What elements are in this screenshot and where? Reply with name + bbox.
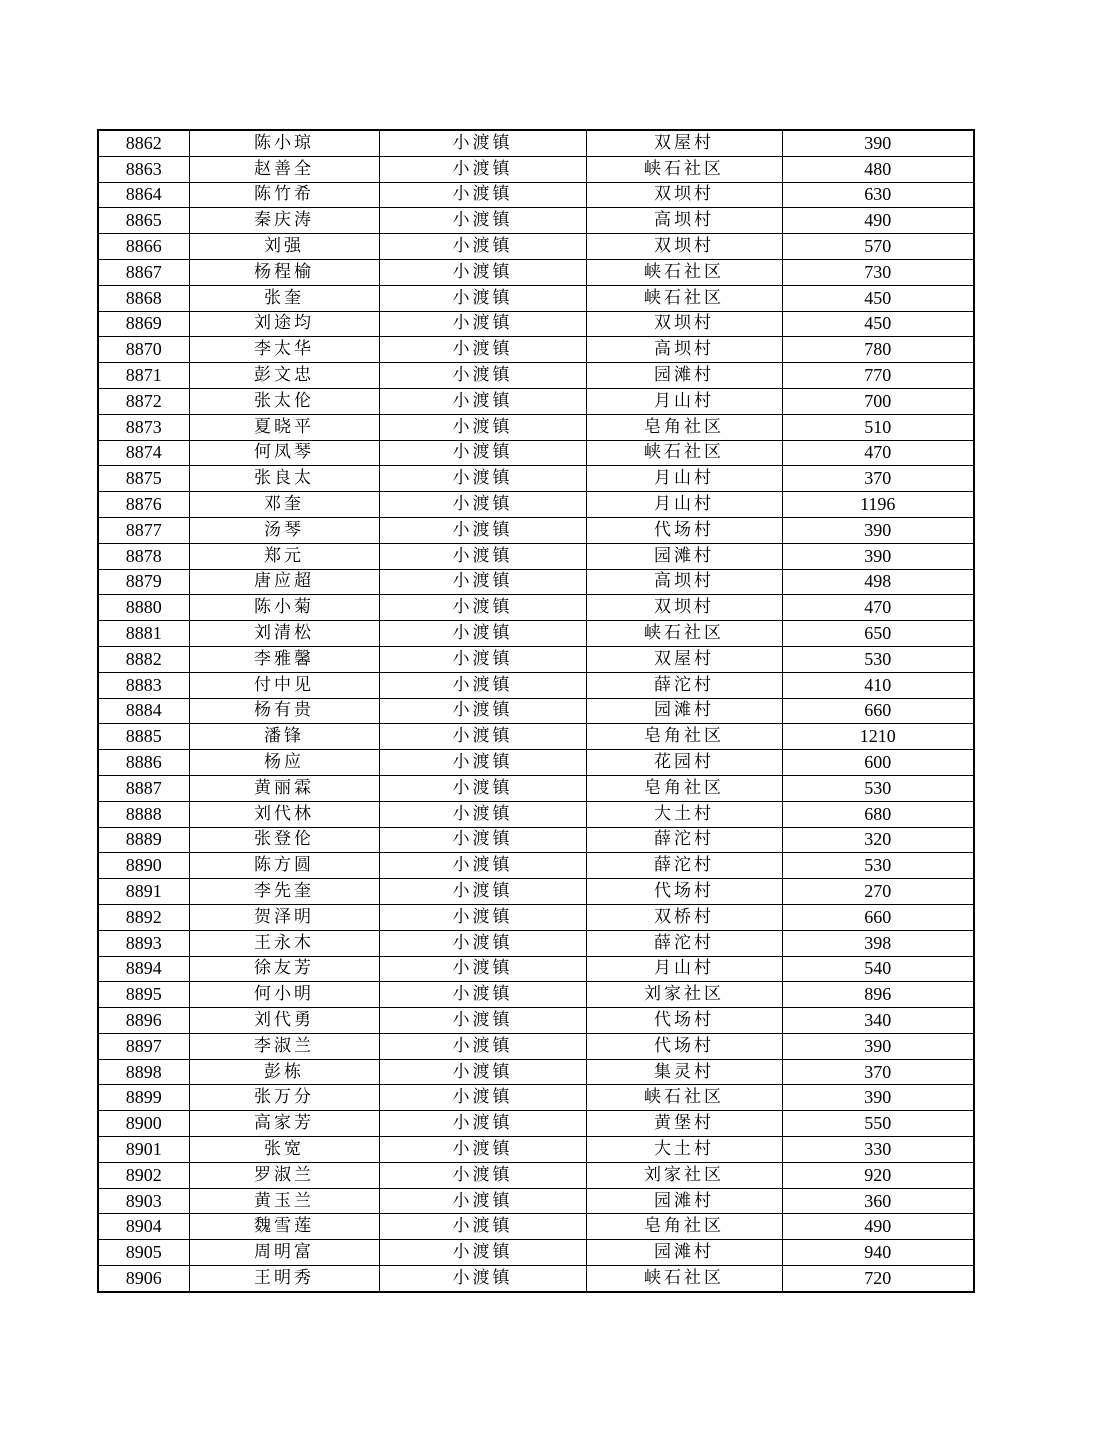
village-cell: 峡石社区 xyxy=(586,285,782,311)
town-cell: 小渡镇 xyxy=(379,827,586,853)
town-cell: 小渡镇 xyxy=(379,956,586,982)
id-cell: 8895 xyxy=(98,982,189,1008)
village-cell: 峡石社区 xyxy=(586,1266,782,1292)
town-cell: 小渡镇 xyxy=(379,904,586,930)
id-cell: 8883 xyxy=(98,672,189,698)
village-cell: 双屋村 xyxy=(586,130,782,156)
id-cell: 8884 xyxy=(98,698,189,724)
village-cell: 大土村 xyxy=(586,1137,782,1163)
name-cell: 李淑兰 xyxy=(189,1033,379,1059)
village-cell: 高坝村 xyxy=(586,569,782,595)
table-row xyxy=(98,208,974,234)
id-cell: 8892 xyxy=(98,904,189,930)
id-cell: 8880 xyxy=(98,595,189,621)
id-cell: 8896 xyxy=(98,1008,189,1034)
name-cell: 张登伦 xyxy=(189,827,379,853)
village-cell: 园滩村 xyxy=(586,1188,782,1214)
town-cell: 小渡镇 xyxy=(379,750,586,776)
name-cell: 刘代勇 xyxy=(189,1008,379,1034)
village-cell: 薛沱村 xyxy=(586,853,782,879)
town-cell: 小渡镇 xyxy=(379,801,586,827)
town-cell: 小渡镇 xyxy=(379,646,586,672)
amount-cell: 450 xyxy=(782,285,974,311)
name-cell: 刘途均 xyxy=(189,311,379,337)
amount-cell: 940 xyxy=(782,1240,974,1266)
town-cell: 小渡镇 xyxy=(379,879,586,905)
village-cell: 刘家社区 xyxy=(586,1162,782,1188)
village-cell: 高坝村 xyxy=(586,337,782,363)
town-cell: 小渡镇 xyxy=(379,182,586,208)
village-cell: 双桥村 xyxy=(586,904,782,930)
table-row xyxy=(98,879,974,905)
name-cell: 彭文忠 xyxy=(189,363,379,389)
table-row xyxy=(98,285,974,311)
name-cell: 杨程榆 xyxy=(189,259,379,285)
town-cell: 小渡镇 xyxy=(379,698,586,724)
town-cell: 小渡镇 xyxy=(379,595,586,621)
amount-cell: 600 xyxy=(782,750,974,776)
table-row xyxy=(98,595,974,621)
village-cell: 薛沱村 xyxy=(586,827,782,853)
amount-cell: 540 xyxy=(782,956,974,982)
id-cell: 8886 xyxy=(98,750,189,776)
village-cell: 代场村 xyxy=(586,879,782,905)
table-row xyxy=(98,724,974,750)
town-cell: 小渡镇 xyxy=(379,621,586,647)
village-cell: 代场村 xyxy=(586,1033,782,1059)
amount-cell: 660 xyxy=(782,698,974,724)
amount-cell: 390 xyxy=(782,1085,974,1111)
amount-cell: 390 xyxy=(782,130,974,156)
table-row xyxy=(98,363,974,389)
name-cell: 唐应超 xyxy=(189,569,379,595)
village-cell: 薛沱村 xyxy=(586,930,782,956)
id-cell: 8875 xyxy=(98,466,189,492)
table-row xyxy=(98,414,974,440)
village-cell: 双坝村 xyxy=(586,234,782,260)
id-cell: 8877 xyxy=(98,517,189,543)
amount-cell: 530 xyxy=(782,646,974,672)
table-row xyxy=(98,1188,974,1214)
id-cell: 8901 xyxy=(98,1137,189,1163)
id-cell: 8876 xyxy=(98,492,189,518)
id-cell: 8897 xyxy=(98,1033,189,1059)
table-row xyxy=(98,1111,974,1137)
town-cell: 小渡镇 xyxy=(379,1085,586,1111)
table-row xyxy=(98,750,974,776)
id-cell: 8871 xyxy=(98,363,189,389)
village-cell: 皂角社区 xyxy=(586,1214,782,1240)
table-row xyxy=(98,1033,974,1059)
name-cell: 杨有贵 xyxy=(189,698,379,724)
village-cell: 园滩村 xyxy=(586,1240,782,1266)
id-cell: 8893 xyxy=(98,930,189,956)
name-cell: 张宽 xyxy=(189,1137,379,1163)
amount-cell: 780 xyxy=(782,337,974,363)
town-cell: 小渡镇 xyxy=(379,672,586,698)
name-cell: 张太伦 xyxy=(189,388,379,414)
amount-cell: 550 xyxy=(782,1111,974,1137)
town-cell: 小渡镇 xyxy=(379,337,586,363)
id-cell: 8904 xyxy=(98,1214,189,1240)
id-cell: 8891 xyxy=(98,879,189,905)
amount-cell: 1210 xyxy=(782,724,974,750)
town-cell: 小渡镇 xyxy=(379,492,586,518)
town-cell: 小渡镇 xyxy=(379,1240,586,1266)
amount-cell: 660 xyxy=(782,904,974,930)
amount-cell: 720 xyxy=(782,1266,974,1292)
town-cell: 小渡镇 xyxy=(379,285,586,311)
amount-cell: 370 xyxy=(782,466,974,492)
amount-cell: 896 xyxy=(782,982,974,1008)
amount-cell: 330 xyxy=(782,1137,974,1163)
table-row xyxy=(98,466,974,492)
id-cell: 8872 xyxy=(98,388,189,414)
id-cell: 8900 xyxy=(98,1111,189,1137)
table-row xyxy=(98,1214,974,1240)
village-cell: 双坝村 xyxy=(586,595,782,621)
name-cell: 陈小琼 xyxy=(189,130,379,156)
id-cell: 8867 xyxy=(98,259,189,285)
town-cell: 小渡镇 xyxy=(379,1214,586,1240)
table-row xyxy=(98,775,974,801)
name-cell: 张良太 xyxy=(189,466,379,492)
amount-cell: 320 xyxy=(782,827,974,853)
amount-cell: 450 xyxy=(782,311,974,337)
village-cell: 园滩村 xyxy=(586,698,782,724)
table-row xyxy=(98,337,974,363)
town-cell: 小渡镇 xyxy=(379,259,586,285)
amount-cell: 398 xyxy=(782,930,974,956)
id-cell: 8885 xyxy=(98,724,189,750)
id-cell: 8890 xyxy=(98,853,189,879)
table-row xyxy=(98,1059,974,1085)
name-cell: 高家芳 xyxy=(189,1111,379,1137)
name-cell: 周明富 xyxy=(189,1240,379,1266)
table-row xyxy=(98,1085,974,1111)
amount-cell: 470 xyxy=(782,440,974,466)
table-row xyxy=(98,569,974,595)
table-row xyxy=(98,1162,974,1188)
town-cell: 小渡镇 xyxy=(379,234,586,260)
amount-cell: 370 xyxy=(782,1059,974,1085)
id-cell: 8865 xyxy=(98,208,189,234)
village-cell: 大土村 xyxy=(586,801,782,827)
village-cell: 代场村 xyxy=(586,1008,782,1034)
town-cell: 小渡镇 xyxy=(379,1266,586,1292)
village-cell: 刘家社区 xyxy=(586,982,782,1008)
id-cell: 8902 xyxy=(98,1162,189,1188)
id-cell: 8878 xyxy=(98,543,189,569)
amount-cell: 490 xyxy=(782,1214,974,1240)
id-cell: 8887 xyxy=(98,775,189,801)
town-cell: 小渡镇 xyxy=(379,982,586,1008)
name-cell: 黄玉兰 xyxy=(189,1188,379,1214)
table-row xyxy=(98,904,974,930)
table-row xyxy=(98,621,974,647)
id-cell: 8894 xyxy=(98,956,189,982)
village-cell: 峡石社区 xyxy=(586,1085,782,1111)
id-cell: 8898 xyxy=(98,1059,189,1085)
table-row xyxy=(98,130,974,156)
village-cell: 集灵村 xyxy=(586,1059,782,1085)
town-cell: 小渡镇 xyxy=(379,414,586,440)
name-cell: 陈方圆 xyxy=(189,853,379,879)
amount-cell: 630 xyxy=(782,182,974,208)
town-cell: 小渡镇 xyxy=(379,1111,586,1137)
name-cell: 刘清松 xyxy=(189,621,379,647)
table-row xyxy=(98,1137,974,1163)
amount-cell: 390 xyxy=(782,1033,974,1059)
amount-cell: 530 xyxy=(782,853,974,879)
town-cell: 小渡镇 xyxy=(379,724,586,750)
name-cell: 何小明 xyxy=(189,982,379,1008)
town-cell: 小渡镇 xyxy=(379,1137,586,1163)
village-cell: 月山村 xyxy=(586,956,782,982)
village-cell: 双屋村 xyxy=(586,646,782,672)
name-cell: 邓奎 xyxy=(189,492,379,518)
town-cell: 小渡镇 xyxy=(379,569,586,595)
id-cell: 8879 xyxy=(98,569,189,595)
table-row xyxy=(98,182,974,208)
name-cell: 潘锋 xyxy=(189,724,379,750)
id-cell: 8863 xyxy=(98,156,189,182)
town-cell: 小渡镇 xyxy=(379,363,586,389)
name-cell: 徐友芳 xyxy=(189,956,379,982)
town-cell: 小渡镇 xyxy=(379,388,586,414)
amount-cell: 390 xyxy=(782,543,974,569)
town-cell: 小渡镇 xyxy=(379,1188,586,1214)
amount-cell: 920 xyxy=(782,1162,974,1188)
name-cell: 何凤琴 xyxy=(189,440,379,466)
amount-cell: 390 xyxy=(782,517,974,543)
village-cell: 峡石社区 xyxy=(586,621,782,647)
town-cell: 小渡镇 xyxy=(379,208,586,234)
name-cell: 汤琴 xyxy=(189,517,379,543)
table-row xyxy=(98,930,974,956)
village-cell: 峡石社区 xyxy=(586,156,782,182)
village-cell: 双坝村 xyxy=(586,182,782,208)
id-cell: 8864 xyxy=(98,182,189,208)
amount-cell: 1196 xyxy=(782,492,974,518)
village-cell: 高坝村 xyxy=(586,208,782,234)
table-row xyxy=(98,698,974,724)
amount-cell: 770 xyxy=(782,363,974,389)
table-row xyxy=(98,956,974,982)
name-cell: 黄丽霖 xyxy=(189,775,379,801)
amount-cell: 360 xyxy=(782,1188,974,1214)
table-row xyxy=(98,646,974,672)
town-cell: 小渡镇 xyxy=(379,1162,586,1188)
village-cell: 皂角社区 xyxy=(586,775,782,801)
roster-table xyxy=(97,129,975,1293)
id-cell: 8869 xyxy=(98,311,189,337)
id-cell: 8881 xyxy=(98,621,189,647)
table-row xyxy=(98,440,974,466)
name-cell: 李太华 xyxy=(189,337,379,363)
village-cell: 薛沱村 xyxy=(586,672,782,698)
town-cell: 小渡镇 xyxy=(379,930,586,956)
name-cell: 罗淑兰 xyxy=(189,1162,379,1188)
town-cell: 小渡镇 xyxy=(379,130,586,156)
table-row xyxy=(98,517,974,543)
village-cell: 月山村 xyxy=(586,492,782,518)
name-cell: 陈小菊 xyxy=(189,595,379,621)
name-cell: 刘代林 xyxy=(189,801,379,827)
id-cell: 8888 xyxy=(98,801,189,827)
id-cell: 8903 xyxy=(98,1188,189,1214)
village-cell: 月山村 xyxy=(586,388,782,414)
id-cell: 8899 xyxy=(98,1085,189,1111)
amount-cell: 340 xyxy=(782,1008,974,1034)
town-cell: 小渡镇 xyxy=(379,311,586,337)
amount-cell: 680 xyxy=(782,801,974,827)
table-row xyxy=(98,234,974,260)
table-row xyxy=(98,311,974,337)
table-row xyxy=(98,827,974,853)
name-cell: 李雅馨 xyxy=(189,646,379,672)
table-row xyxy=(98,1008,974,1034)
amount-cell: 270 xyxy=(782,879,974,905)
id-cell: 8889 xyxy=(98,827,189,853)
name-cell: 张奎 xyxy=(189,285,379,311)
town-cell: 小渡镇 xyxy=(379,517,586,543)
table-row xyxy=(98,672,974,698)
name-cell: 彭栋 xyxy=(189,1059,379,1085)
id-cell: 8906 xyxy=(98,1266,189,1292)
town-cell: 小渡镇 xyxy=(379,775,586,801)
table-row xyxy=(98,1240,974,1266)
name-cell: 陈竹希 xyxy=(189,182,379,208)
name-cell: 秦庆涛 xyxy=(189,208,379,234)
table-row xyxy=(98,853,974,879)
village-cell: 峡石社区 xyxy=(586,259,782,285)
amount-cell: 470 xyxy=(782,595,974,621)
table-row xyxy=(98,156,974,182)
town-cell: 小渡镇 xyxy=(379,466,586,492)
village-cell: 皂角社区 xyxy=(586,414,782,440)
table-row xyxy=(98,801,974,827)
table-row xyxy=(98,388,974,414)
town-cell: 小渡镇 xyxy=(379,156,586,182)
name-cell: 夏晓平 xyxy=(189,414,379,440)
name-cell: 郑元 xyxy=(189,543,379,569)
village-cell: 峡石社区 xyxy=(586,440,782,466)
id-cell: 8905 xyxy=(98,1240,189,1266)
amount-cell: 700 xyxy=(782,388,974,414)
town-cell: 小渡镇 xyxy=(379,1059,586,1085)
table-row xyxy=(98,259,974,285)
table-row xyxy=(98,982,974,1008)
table-row xyxy=(98,1266,974,1292)
name-cell: 贺泽明 xyxy=(189,904,379,930)
name-cell: 付中见 xyxy=(189,672,379,698)
village-cell: 月山村 xyxy=(586,466,782,492)
id-cell: 8874 xyxy=(98,440,189,466)
village-cell: 双坝村 xyxy=(586,311,782,337)
id-cell: 8870 xyxy=(98,337,189,363)
amount-cell: 490 xyxy=(782,208,974,234)
amount-cell: 480 xyxy=(782,156,974,182)
town-cell: 小渡镇 xyxy=(379,853,586,879)
name-cell: 张万分 xyxy=(189,1085,379,1111)
village-cell: 园滩村 xyxy=(586,363,782,389)
id-cell: 8873 xyxy=(98,414,189,440)
town-cell: 小渡镇 xyxy=(379,440,586,466)
amount-cell: 510 xyxy=(782,414,974,440)
village-cell: 代场村 xyxy=(586,517,782,543)
town-cell: 小渡镇 xyxy=(379,1008,586,1034)
name-cell: 王明秀 xyxy=(189,1266,379,1292)
amount-cell: 498 xyxy=(782,569,974,595)
village-cell: 皂角社区 xyxy=(586,724,782,750)
name-cell: 魏雪莲 xyxy=(189,1214,379,1240)
town-cell: 小渡镇 xyxy=(379,543,586,569)
town-cell: 小渡镇 xyxy=(379,1033,586,1059)
village-cell: 黄堡村 xyxy=(586,1111,782,1137)
name-cell: 赵善全 xyxy=(189,156,379,182)
id-cell: 8866 xyxy=(98,234,189,260)
name-cell: 杨应 xyxy=(189,750,379,776)
table-row xyxy=(98,492,974,518)
amount-cell: 410 xyxy=(782,672,974,698)
id-cell: 8862 xyxy=(98,130,189,156)
village-cell: 花园村 xyxy=(586,750,782,776)
village-cell: 园滩村 xyxy=(586,543,782,569)
amount-cell: 570 xyxy=(782,234,974,260)
id-cell: 8882 xyxy=(98,646,189,672)
amount-cell: 730 xyxy=(782,259,974,285)
name-cell: 李先奎 xyxy=(189,879,379,905)
amount-cell: 650 xyxy=(782,621,974,647)
id-cell: 8868 xyxy=(98,285,189,311)
roster-table-body xyxy=(98,130,974,1292)
table-row xyxy=(98,543,974,569)
amount-cell: 530 xyxy=(782,775,974,801)
name-cell: 王永木 xyxy=(189,930,379,956)
name-cell: 刘强 xyxy=(189,234,379,260)
